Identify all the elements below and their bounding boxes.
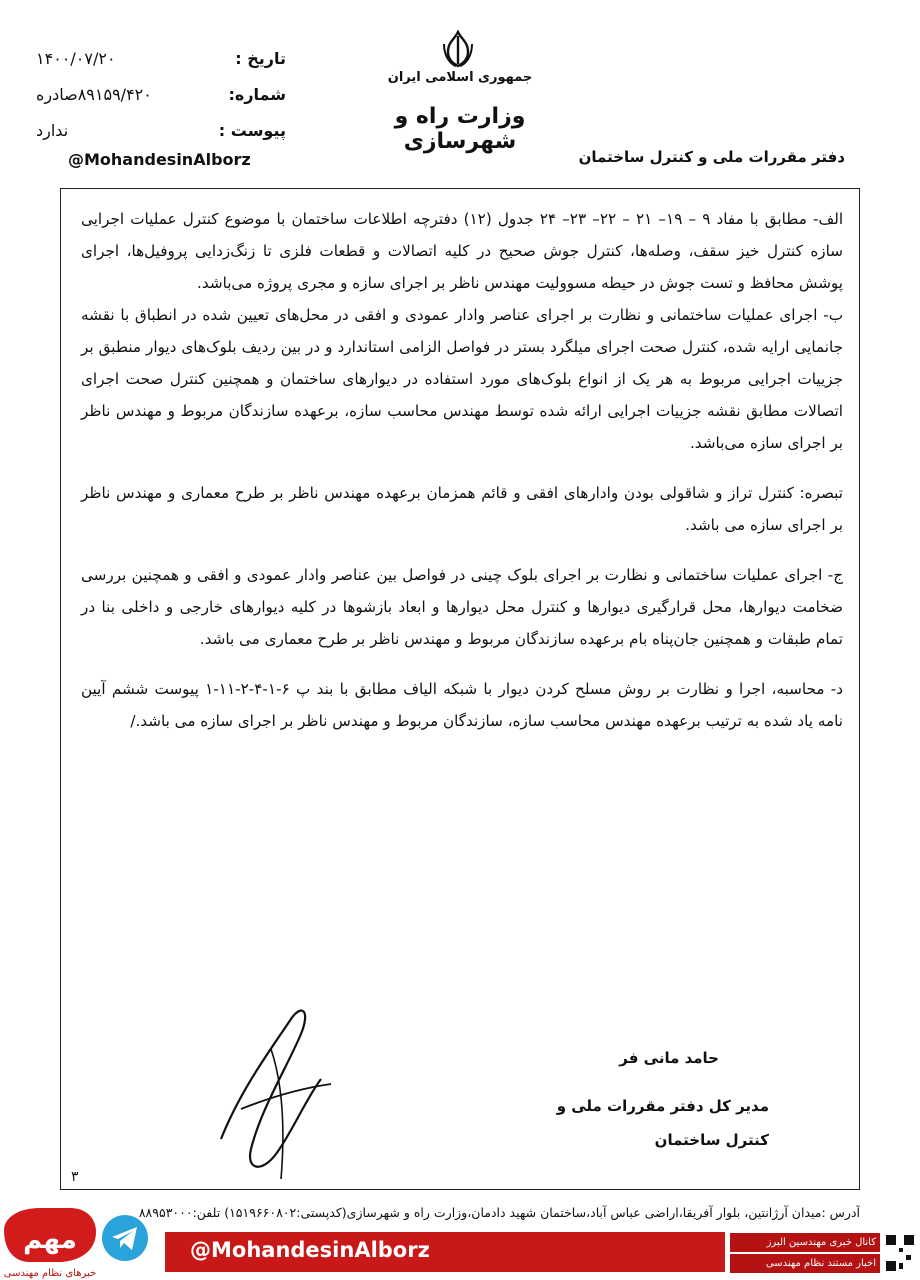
telegram-icon[interactable]: [102, 1215, 148, 1261]
page-number: ۳: [71, 1169, 79, 1185]
signature-scribble-icon: [181, 989, 351, 1189]
iran-emblem-icon: [440, 30, 476, 68]
office-title: دفتر مقررات ملی و کنترل ساختمان: [578, 148, 845, 166]
letter-meta: [36, 40, 286, 148]
logo-text: مهم: [23, 1225, 77, 1255]
clause-jim: ج- اجرای عملیات ساختمانی و نظارت بر اجرای بلوک چینی در فواصل بین عناصر وادار عمودی و افقی و همچنین بررسی ضخامت دیوارها، محل قرارگیری دیوارها و کنترل محل دیوارها و ابعاد بازشوها در کلیه دیوارهای خارجی و داخلی بنا در تمام طبقات و همچنین جان‌پناه بام برعهده سازندگان مربوط و مهندس ناظر بر طرح معماری می باشد.: [81, 566, 843, 648]
channel-ticker: [730, 1233, 880, 1273]
channel-handle-bottom: @MohandesinAlborz: [190, 1238, 430, 1262]
clause-dal: د- محاسبه، اجرا و نظارت بر روش مسلح کردن دیوار با شبکه الیاف مطابق با بند پ ۶-۱-۴-۲-۱۱-۱ پیوست ششم آیین نامه یاد شده به ترتیب برعهده مهندس محاسب سازه، سازندگان مربوط و مهندس ناظر بر اجرای سازه می باشد./: [81, 680, 843, 730]
letter-body: [81, 203, 843, 737]
meta-attachment: [36, 112, 286, 148]
letter-body-frame: [60, 188, 860, 1190]
signatory-title: مدیر کل دفتر مقررات ملی و کنترل ساختمان: [556, 1097, 769, 1149]
clause-be: ب- اجرای عملیات ساختمانی و نظارت بر اجرای عناصر وادار عمودی و افقی در محل‌های تعیین شده در انطباق با نقشه جانمایی ارایه شده، کنترل صحت اجرای میلگرد بستر در فواصل الزامی استاندارد و در بین ردیف بلوک‌های دیوار منطبق بر جزییات اجرایی مربوط به هر یک از انواع بلوک‌های مورد استفاده در دیوارهای ساختمان و همچنین کنترل صحت اجرای اتصالات مطابق نقشه جزییات اجرایی ارائه شده توسط مهندس محاسب سازه، برعهده سازندگان مربوط و مهندس ناظر بر اجرای سازه می‌باشد.: [81, 306, 843, 452]
logo-caption: خبرهای نظام مهندسی: [3, 1268, 97, 1279]
news-logo-icon: [0, 1190, 100, 1280]
qr-code-icon: [884, 1233, 916, 1273]
signatory-name: حامد مانی فر: [619, 1049, 719, 1067]
meta-date-value: ۱۴۰۰/۰۷/۲۰: [36, 48, 116, 68]
channel-handle-top: @MohandesinAlborz: [68, 150, 251, 169]
meta-date: [36, 40, 286, 76]
ticker-line-1: کانال خبری مهندسین البرز: [730, 1233, 880, 1252]
meta-attachment-value: ندارد: [36, 120, 69, 140]
clause-alef: الف- مطابق با مفاد ۹ – ۱۹– ۲۱ – ۲۲– ۲۳– ۲۴ جدول (۱۲) دفترچه اطلاعات ساختمان با موضوع کنترل عملیات اجرایی سازه کنترل خیز سقف، وصله‌ها، کنترل جوش صحیح در کلیه اتصالات و قطعات فلزی تا زنگ‌زدایی پروفیل‌ها، اجرای پوشش محافظ و تست جوش در حیطه مسوولیت مهندس ناظر بر اجرای سازه و مجری پروژه می‌باشد.: [81, 210, 844, 292]
meta-attachment-label: پیوست :: [218, 120, 286, 140]
footer-address: آدرس :میدان آرژانتین، بلوار آفریقا،اراضی عباس آباد،ساختمان شهید دادمان،وزارت راه و شهرسازی(کدپستی:۱۵۱۹۶۶۰۸۰۲) تلفن:۸۸۹۵۳۰۰۰: [138, 1205, 860, 1220]
clause-note: تبصره: کنترل تراز و شاقولی بودن وادارهای افقی و قائم همزمان برعهده مهندس ناظر بر طرح معماری و مهندس ناظر بر اجرای سازه می باشد.: [81, 484, 843, 534]
ministry-title: وزارت راه و شهرسازی: [394, 104, 526, 154]
meta-date-label: تاریخ :: [235, 48, 286, 68]
meta-number-value: ۸۹۱۵۹/۴۲۰صادره: [36, 84, 152, 104]
meta-number-label: شماره:: [228, 84, 286, 104]
meta-number: [36, 76, 286, 112]
republic-title: جمهوری اسلامی ایران: [387, 70, 533, 85]
ticker-line-2: اخبار مستند نظام مهندسی: [730, 1254, 880, 1273]
